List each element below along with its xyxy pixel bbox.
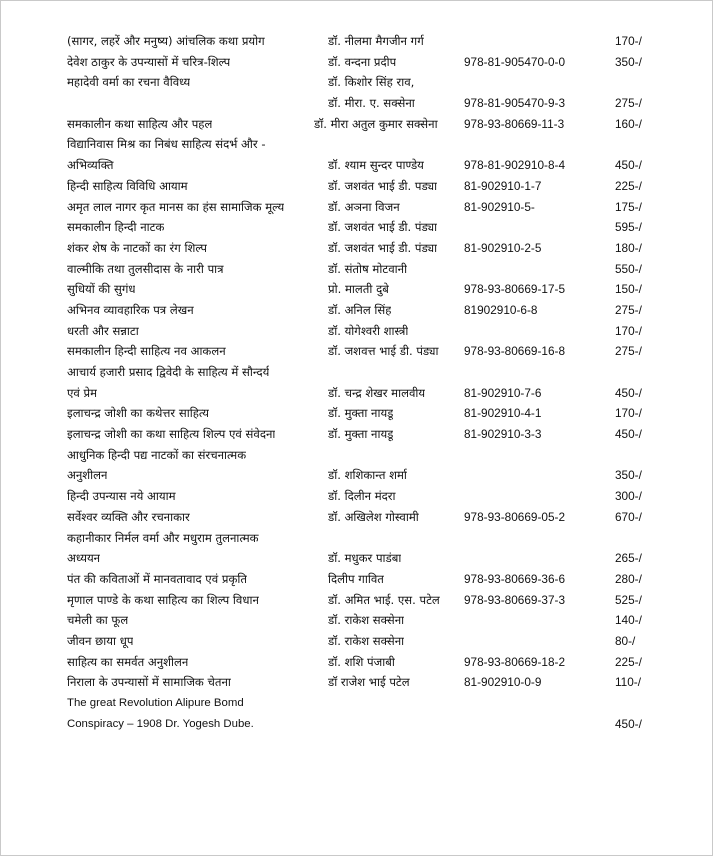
catalog-row <box>1 652 713 673</box>
book-author: डॉ. अनिल सिंह <box>328 302 392 317</box>
book-price: 175-/ <box>615 199 642 214</box>
book-price: 170-/ <box>615 406 642 421</box>
book-price: 140-/ <box>615 613 642 628</box>
book-isbn: 81-902910-5- <box>464 199 535 214</box>
catalog-row <box>1 714 713 735</box>
book-isbn: 978-81-905470-9-3 <box>464 96 566 111</box>
book-title: The great Revolution Alipure Bomd <box>67 697 244 709</box>
book-title: अनुशीलन <box>67 468 108 483</box>
catalog-row <box>1 72 713 93</box>
book-title: देवेश ठाकुर के उपन्यासों में चरित्र-शिल्प <box>67 54 231 69</box>
book-price: 225-/ <box>615 654 642 669</box>
book-price: 180-/ <box>615 240 642 255</box>
catalog-row <box>1 217 713 238</box>
book-isbn: 81-902910-7-6 <box>464 385 542 400</box>
book-title: समकालीन हिन्दी नाटक <box>67 220 165 235</box>
book-price: 110-/ <box>615 675 642 690</box>
book-price: 280-/ <box>615 571 642 586</box>
catalog-row <box>1 341 713 362</box>
catalog-row <box>1 445 713 466</box>
catalog-row <box>1 507 713 528</box>
book-price: 265-/ <box>615 551 642 566</box>
book-title: सुधियों की सुगंध <box>67 282 136 297</box>
book-title: कहानीकार निर्मल वर्मा और मधुराम तुलनात्मक <box>67 530 259 545</box>
catalog-row <box>1 693 713 714</box>
book-title: आधुनिक हिन्दी पद्य नाटकों का संरचनात्मक <box>67 447 247 462</box>
catalog-row <box>1 631 713 652</box>
book-title: हिन्दी साहित्य विविधि आयाम <box>67 178 188 193</box>
book-author: डॉ. वन्दना प्रदीप <box>328 54 397 69</box>
book-title: समकालीन हिन्दी साहित्य नव आकलन <box>67 344 226 359</box>
book-price: 80-/ <box>615 633 636 648</box>
book-price: 450-/ <box>615 158 642 173</box>
catalog-row <box>1 672 713 693</box>
book-price: 595-/ <box>615 220 642 235</box>
book-isbn: 81-902910-4-1 <box>464 406 542 421</box>
book-title: निराला के उपन्यासों में सामाजिक चेतना <box>67 675 231 690</box>
book-title: विद्यानिवास मिश्र का निबंध साहित्य संदर्भ और - <box>67 137 266 152</box>
book-isbn: 81-902910-1-7 <box>464 178 542 193</box>
book-isbn: 978-93-80669-11-3 <box>464 116 565 131</box>
book-author: डॉ. राकेश सक्सेना <box>328 633 405 648</box>
book-title: इलाचन्द्र जोशी का कथेत्तर साहित्य <box>67 406 209 421</box>
book-title: अध्ययन <box>67 551 101 566</box>
catalog-row <box>1 279 713 300</box>
catalog-row <box>1 300 713 321</box>
book-price: 170-/ <box>615 323 642 338</box>
book-author: डॉ. मुक्ता नायडू <box>328 427 394 442</box>
book-title: महादेवी वर्मा का रचना वैविध्य <box>67 75 191 90</box>
book-title: जीवन छाया धूप <box>67 633 134 648</box>
book-price: 670-/ <box>615 509 642 524</box>
book-title: चमेली का फूल <box>67 613 129 628</box>
catalog-row <box>1 176 713 197</box>
book-author: प्रो. मालती दुबे <box>328 282 389 297</box>
book-author: डॉ. जशवंत भाई डी. पंड्या <box>328 240 438 255</box>
book-isbn: 978-93-80669-37-3 <box>464 592 566 607</box>
book-isbn: 81902910-6-8 <box>464 302 538 317</box>
catalog-row <box>1 486 713 507</box>
book-title: साहित्य का समर्वत अनुशीलन <box>67 654 189 669</box>
catalog-row <box>1 321 713 342</box>
book-title: अभिव्यक्ति <box>67 158 114 173</box>
catalog-row <box>1 134 713 155</box>
book-title: मृणाल पाण्डे के कथा साहित्य का शिल्प विधान <box>67 592 259 607</box>
book-author: डॉ. अखिलेश गोस्वामी <box>328 509 419 524</box>
book-isbn: 978-93-80669-17-5 <box>464 282 566 297</box>
book-author: दिलीप गावित <box>328 571 384 586</box>
book-price: 225-/ <box>615 178 642 193</box>
book-price: 450-/ <box>615 427 642 442</box>
book-title: इलाचन्द्र जोशी का कथा साहित्य शिल्प एवं संवेदना <box>67 427 276 442</box>
book-title: आचार्य हजारी प्रसाद द्विवेदी के साहित्य में सौन्दर्य <box>67 365 270 379</box>
catalog-row <box>1 362 713 383</box>
book-author: डॉ राजेश भाई पटेल <box>328 675 410 690</box>
book-price: 350-/ <box>615 468 642 483</box>
book-title: समकालीन कथा साहित्य और पहल <box>67 116 213 131</box>
catalog-row <box>1 590 713 611</box>
book-title: पंत की कविताओं में मानवतावाद एवं प्रकृति <box>67 571 247 586</box>
book-author: डॉ. चन्द्र शेखर मालवीय <box>328 385 426 400</box>
catalog-row <box>1 424 713 445</box>
book-title: धरती और सन्नाटा <box>67 323 139 338</box>
book-author: डॉ. दिलीन मंदरा <box>328 489 396 504</box>
book-isbn: 978-93-80669-16-8 <box>464 344 566 359</box>
book-author: डॉ. मीरा अतुल कुमार सक्सेना <box>314 116 438 131</box>
catalog-row <box>1 403 713 424</box>
book-author: डॉ. जशवंत भाई डी. पड्या <box>328 178 438 193</box>
book-author: डॉ. जशवत्त भाई डी. पंड्या <box>328 344 439 359</box>
catalog-row <box>1 114 713 135</box>
catalog-row <box>1 548 713 569</box>
book-catalog-list <box>1 31 713 734</box>
book-price: 450-/ <box>615 716 642 731</box>
book-title: शंकर शेष के नाटकों का रंग शिल्प <box>67 240 207 255</box>
book-price: 275-/ <box>615 96 642 111</box>
catalog-row <box>1 197 713 218</box>
book-price: 550-/ <box>615 261 642 276</box>
catalog-row <box>1 259 713 280</box>
book-author: डॉ. जशवंत भाई डी. पंड्या <box>328 220 438 235</box>
book-author: डॉ. राकेश सक्सेना <box>328 613 405 628</box>
book-price: 275-/ <box>615 344 642 359</box>
book-author: डॉ. शशिकान्त शर्मा <box>328 468 407 483</box>
book-price: 525-/ <box>615 592 642 607</box>
book-price: 450-/ <box>615 385 642 400</box>
book-isbn: 978-81-902910-8-4 <box>464 158 566 173</box>
book-price: 350-/ <box>615 54 642 69</box>
book-price: 275-/ <box>615 302 642 317</box>
book-isbn: 978-93-80669-18-2 <box>464 654 566 669</box>
book-title: वाल्मीकि तथा तुलसीदास के नारी पात्र <box>67 261 224 276</box>
book-isbn: 978-81-905470-0-0 <box>464 54 566 69</box>
book-author: डॉ. मधुकर पाडंबा <box>328 551 402 566</box>
catalog-row <box>1 383 713 404</box>
catalog-row <box>1 528 713 549</box>
book-title: एवं प्रेम <box>67 385 98 400</box>
book-author: डॉ. मीरा. ए. सक्सेना <box>328 96 415 111</box>
book-isbn: 81-902910-0-9 <box>464 675 542 690</box>
book-isbn: 978-93-80669-36-6 <box>464 571 566 586</box>
book-title: सर्वेश्वर व्यक्ति और रचनाकार <box>67 509 190 524</box>
book-title: Conspiracy – 1908 Dr. Yogesh Dube. <box>67 717 254 730</box>
book-title: अमृत लाल नागर कृत मानस का हंस सामाजिक मूल्य <box>67 199 285 214</box>
book-author: डॉ. मुक्ता नायडू <box>328 406 394 421</box>
book-author: डॉ. श्याम सुन्दर पाण्डेय <box>328 158 424 173</box>
book-author: डॉ. नीलमा मैगजीन गर्ग <box>328 34 424 48</box>
catalog-row <box>1 465 713 486</box>
book-author: डॉ. शशि पंजाबी <box>328 654 395 669</box>
catalog-row <box>1 93 713 114</box>
book-isbn: 978-93-80669-05-2 <box>464 509 566 524</box>
book-isbn: 81-902910-2-5 <box>464 240 542 255</box>
book-author: डॉ. योगेश्वरी शास्त्री <box>328 323 409 338</box>
book-author: डॉ. संतोष मोटवानी <box>328 261 408 276</box>
book-author: डॉ. अमित भाई. एस. पटेल <box>328 592 440 607</box>
book-price: 170-/ <box>615 34 642 48</box>
book-title: हिन्दी उपन्यास नये आयाम <box>67 489 176 504</box>
catalog-row <box>1 569 713 590</box>
book-price: 150-/ <box>615 282 642 297</box>
catalog-row <box>1 610 713 631</box>
catalog-row <box>1 155 713 176</box>
catalog-row <box>1 31 713 52</box>
book-author: डॉ. अञना विजन <box>328 199 400 214</box>
book-price: 160-/ <box>615 116 642 131</box>
book-author: डॉ. किशोर सिंह राव, <box>328 75 415 90</box>
book-isbn: 81-902910-3-3 <box>464 427 542 442</box>
book-price: 300-/ <box>615 489 642 504</box>
catalog-row <box>1 238 713 259</box>
book-title: (सागर, लहरें और मनुष्य) आंचलिक कथा प्रयोग <box>67 34 265 48</box>
catalog-row <box>1 52 713 73</box>
book-title: अभिनव व्यावहारिक पत्र लेखन <box>67 302 194 317</box>
